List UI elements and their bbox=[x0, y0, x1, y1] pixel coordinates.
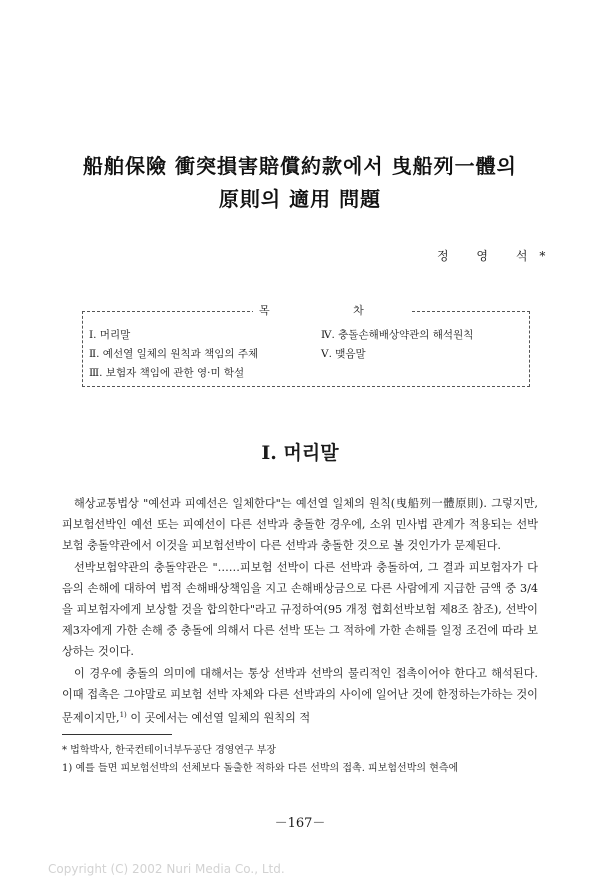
toc-right-column bbox=[321, 326, 473, 364]
table-of-contents bbox=[82, 304, 530, 387]
toc-left-column bbox=[89, 326, 258, 383]
footnote-divider bbox=[62, 734, 172, 735]
paragraph-text: 이 경우에 충돌의 의미에 대해서는 통상 선박과 선박의 물리적인 접촉이어야 한다고 해석된다. 이때 접촉은 그야말로 피보험 선박 자체와 다른 선박과의 사이에 일어난 것에 한정하는가하는 것이 문제이지만, bbox=[62, 666, 538, 725]
paragraph bbox=[62, 663, 538, 729]
author-name: 정 영 석* bbox=[437, 249, 558, 263]
body-text bbox=[62, 493, 538, 729]
toc-heading: 목 차 bbox=[253, 302, 410, 318]
footnotes bbox=[62, 742, 542, 778]
page-number: －167－ bbox=[274, 816, 326, 831]
paragraph: 해상교통법상 "예선과 피예선은 일체한다"는 예선열 일체의 원칙(曳船列一體原則). 그렇지만, 피보험선박인 예선 또는 피예선이 다른 선박과 충돌한 경우에, 소위 민사법 관계가 적용되는 선박보험 충돌약관에서 이것을 피보험선박이 다른 선박과 충돌한 것으로 볼 것인가가 문제된다. bbox=[62, 497, 538, 553]
footnote-reference: 1) bbox=[119, 711, 127, 720]
section-heading: Ⅰ. 머리말 bbox=[261, 442, 339, 464]
copyright-watermark: Copyright (C) 2002 Nuri Media Co., Ltd. bbox=[48, 862, 285, 876]
paragraph-text-tail: 이 곳에서는 예선열 일체의 원칙의 적 bbox=[126, 711, 311, 725]
toc-item: Ⅲ. 보험자 책임에 관한 영·미 학설 bbox=[89, 367, 245, 379]
paper-title-line-2: 原則의 適用 問題 bbox=[218, 187, 382, 211]
paper-title-line-1: 船舶保險 衝突損害賠償約款에서 曳船列一體의 bbox=[83, 154, 517, 178]
footnote: 1) 예를 들면 피보험선박의 선체보다 돌출한 적하와 다른 선박의 접촉. 피보험선박의 현측에 bbox=[62, 763, 459, 774]
toc-item: Ⅴ. 맺음말 bbox=[321, 348, 366, 360]
footnote: * 법학박사, 한국컨테이너부두공단 경영연구 부장 bbox=[62, 745, 277, 756]
paragraph: 선박보험약관의 충돌약관은 "……피보험 선박이 다른 선박과 충돌하여, 그 결과 피보험자가 다음의 손해에 대하여 법적 손해배상책임을 지고 손해배상금으로 다른 사람에게 지급한 금액 중 3/4을 피보험자에게 보상할 것을 합의한다"라고 규정하여(95 개정 협회선박보험 제8조 참조), 선박이 제3자에게 가한 손해 중 충돌에 의해서 다른 선박 또는 그 적하에 가한 손해를 일정 조건에 따라 보상하는 것이다. bbox=[62, 560, 538, 659]
toc-item: Ⅳ. 충돌손해배상약관의 해석원칙 bbox=[321, 329, 474, 341]
toc-item: Ⅰ. 머리말 bbox=[89, 329, 131, 341]
toc-item: Ⅱ. 예선열 일체의 원칙과 책임의 주체 bbox=[89, 348, 259, 360]
